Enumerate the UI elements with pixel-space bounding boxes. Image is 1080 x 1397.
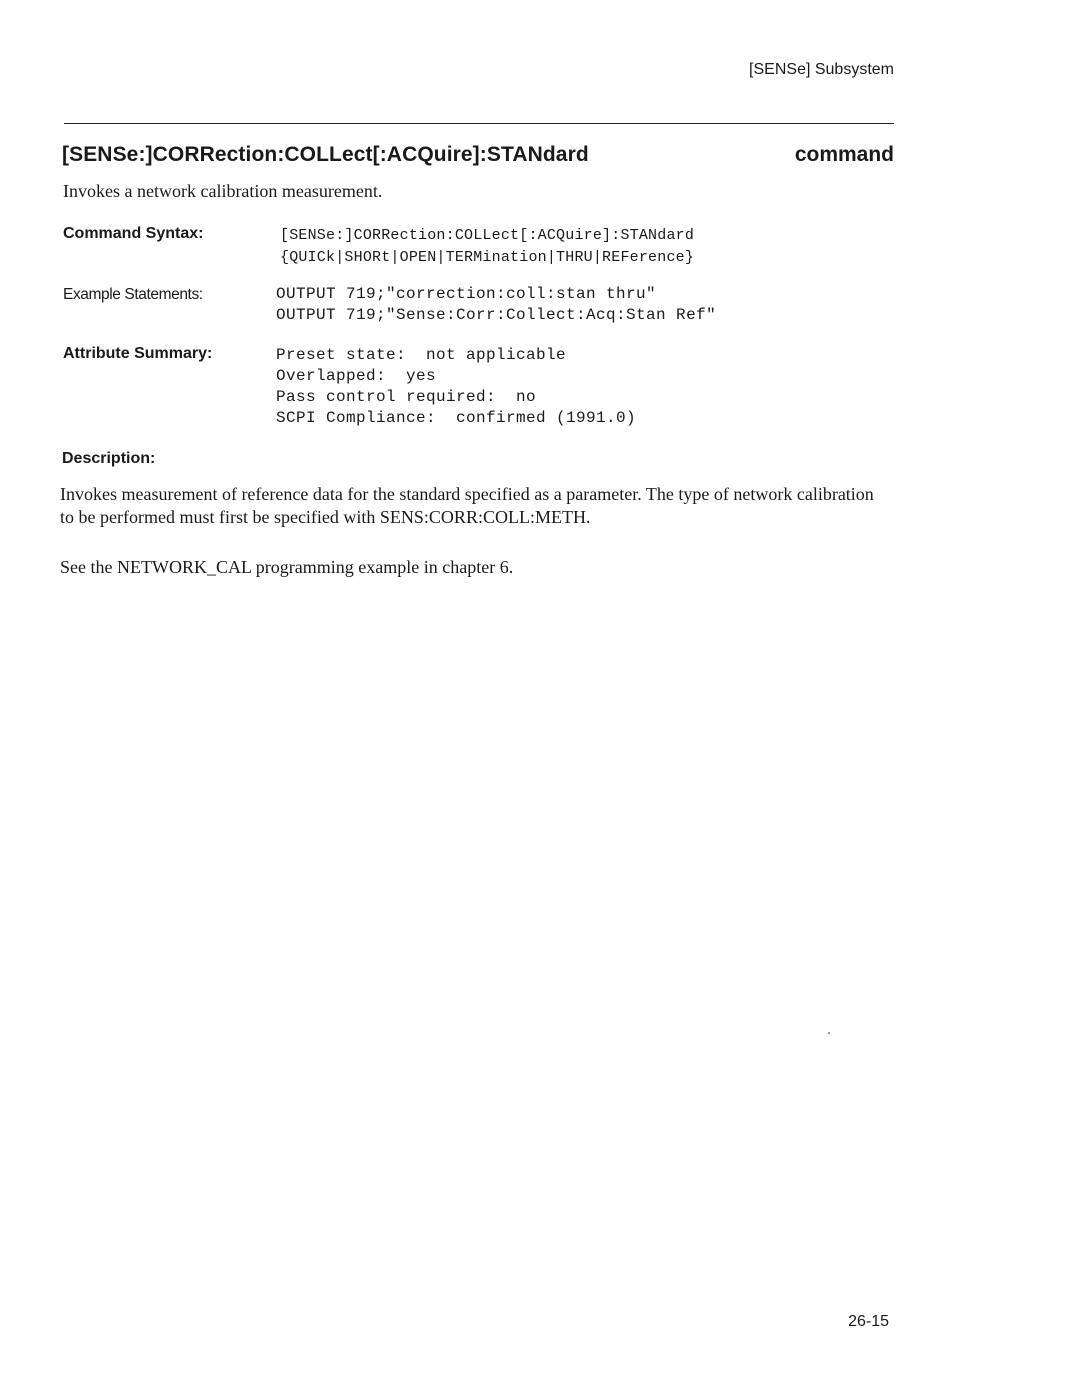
- description-label: Description:: [62, 450, 156, 467]
- scan-speck: [828, 1032, 830, 1034]
- attributes-label: Attribute Summary:: [63, 345, 213, 362]
- attribute-line: SCPI Compliance: confirmed (1991.0): [276, 409, 637, 427]
- page-number: 26-15: [848, 1313, 889, 1330]
- command-type-label: command: [794, 143, 894, 166]
- syntax-block: [280, 225, 694, 269]
- example-line: OUTPUT 719;"correction:coll:stan thru": [276, 285, 657, 303]
- attribute-line: Preset state: not applicable: [276, 346, 567, 364]
- running-header: [SENSe] Subsystem: [749, 61, 894, 78]
- description-paragraph: Invokes measurement of reference data for the standard specified as a parameter. The type of network calibration to be performed must first be specified with SENS:CORR:COLL:METH.: [60, 484, 874, 527]
- command-title: [SENSe:]CORRection:COLLect[:ACQuire]:STANdard: [62, 143, 589, 166]
- syntax-line: {QUICk|SHORt|OPEN|TERMination|THRU|REFerence}: [280, 249, 695, 266]
- description-paragraph-reference: See the NETWORK_CAL programming example in chapter 6.: [60, 557, 514, 577]
- command-summary: Invokes a network calibration measurement.: [63, 181, 383, 201]
- header-rule: [64, 123, 894, 124]
- example-line: OUTPUT 719;"Sense:Corr:Collect:Acq:Stan Ref": [276, 306, 717, 324]
- attributes-block: [276, 345, 636, 429]
- examples-block: [276, 284, 716, 326]
- syntax-label: Command Syntax:: [63, 225, 204, 242]
- examples-label: Example Statements:: [63, 286, 203, 303]
- attribute-line: Overlapped: yes: [276, 367, 437, 385]
- syntax-line: [SENSe:]CORRection:COLLect[:ACQuire]:STANdard: [280, 227, 695, 244]
- attribute-line: Pass control required: no: [276, 388, 537, 406]
